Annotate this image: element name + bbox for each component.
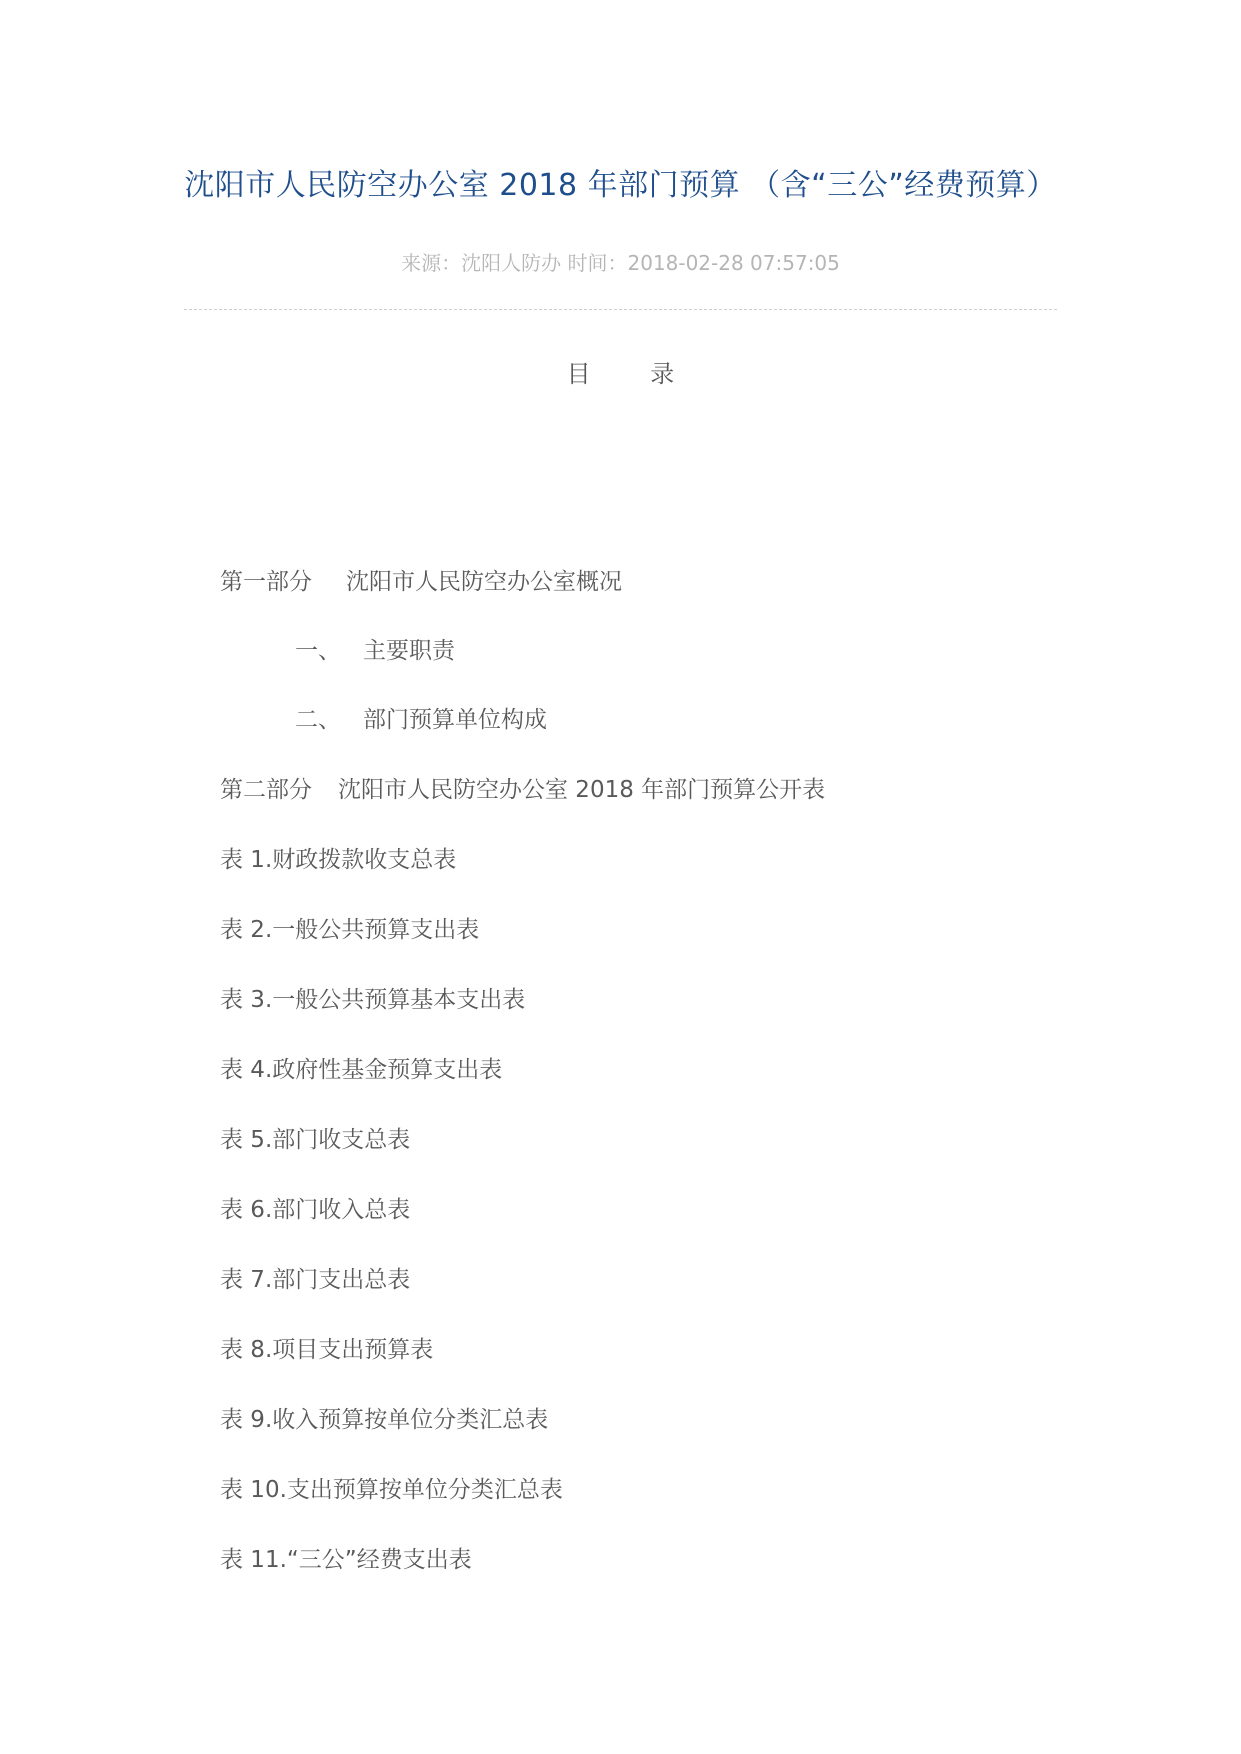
toc-table-item: 表 9.收入预算按单位分类汇总表: [220, 1407, 549, 1433]
toc-part-1-text: 沈阳市人民防空办公室概况: [346, 569, 622, 595]
toc-part-2-text: 沈阳市人民防空办公室 2018 年部门预算公开表: [338, 777, 826, 803]
toc-table-item: 表 5.部门收支总表: [220, 1127, 411, 1153]
toc-item-number: 一、: [295, 638, 341, 664]
toc-part-1-item: [295, 632, 455, 665]
toc-heading: 目 录: [566, 360, 701, 388]
toc-table-item: 表 10.支出预算按单位分类汇总表: [220, 1477, 563, 1503]
toc-item-text: 部门预算单位构成: [363, 707, 547, 733]
document-title: 沈阳市人民防空办公室 2018 年部门预算 （含“三公”经费预算）: [184, 168, 1057, 203]
toc-part-1-item: [295, 701, 547, 734]
toc-table-item: 表 3.一般公共预算基本支出表: [220, 987, 526, 1013]
toc-table-item: 表 7.部门支出总表: [220, 1267, 411, 1293]
toc-table-item: 表 6.部门收入总表: [220, 1197, 411, 1223]
source-and-time: 来源：沈阳人防办 时间：2018-02-28 07:57:05: [401, 251, 840, 275]
dashed-divider: [184, 309, 1057, 310]
toc-item-text: 主要职责: [363, 638, 455, 664]
toc-table-item: 表 1.财政拨款收支总表: [220, 847, 457, 873]
toc-part-1: [220, 563, 622, 596]
toc-part-1-label: 第一部分: [220, 569, 312, 595]
toc-table-item: 表 4.政府性基金预算支出表: [220, 1057, 503, 1083]
toc-table-item: 表 8.项目支出预算表: [220, 1337, 434, 1363]
toc-table-item: 表 11.“三公”经费支出表: [220, 1547, 472, 1573]
toc-part-2-label: 第二部分: [220, 777, 312, 803]
toc-part-2: [220, 771, 825, 804]
toc-item-number: 二、: [295, 707, 341, 733]
toc-table-item: 表 2.一般公共预算支出表: [220, 917, 480, 943]
